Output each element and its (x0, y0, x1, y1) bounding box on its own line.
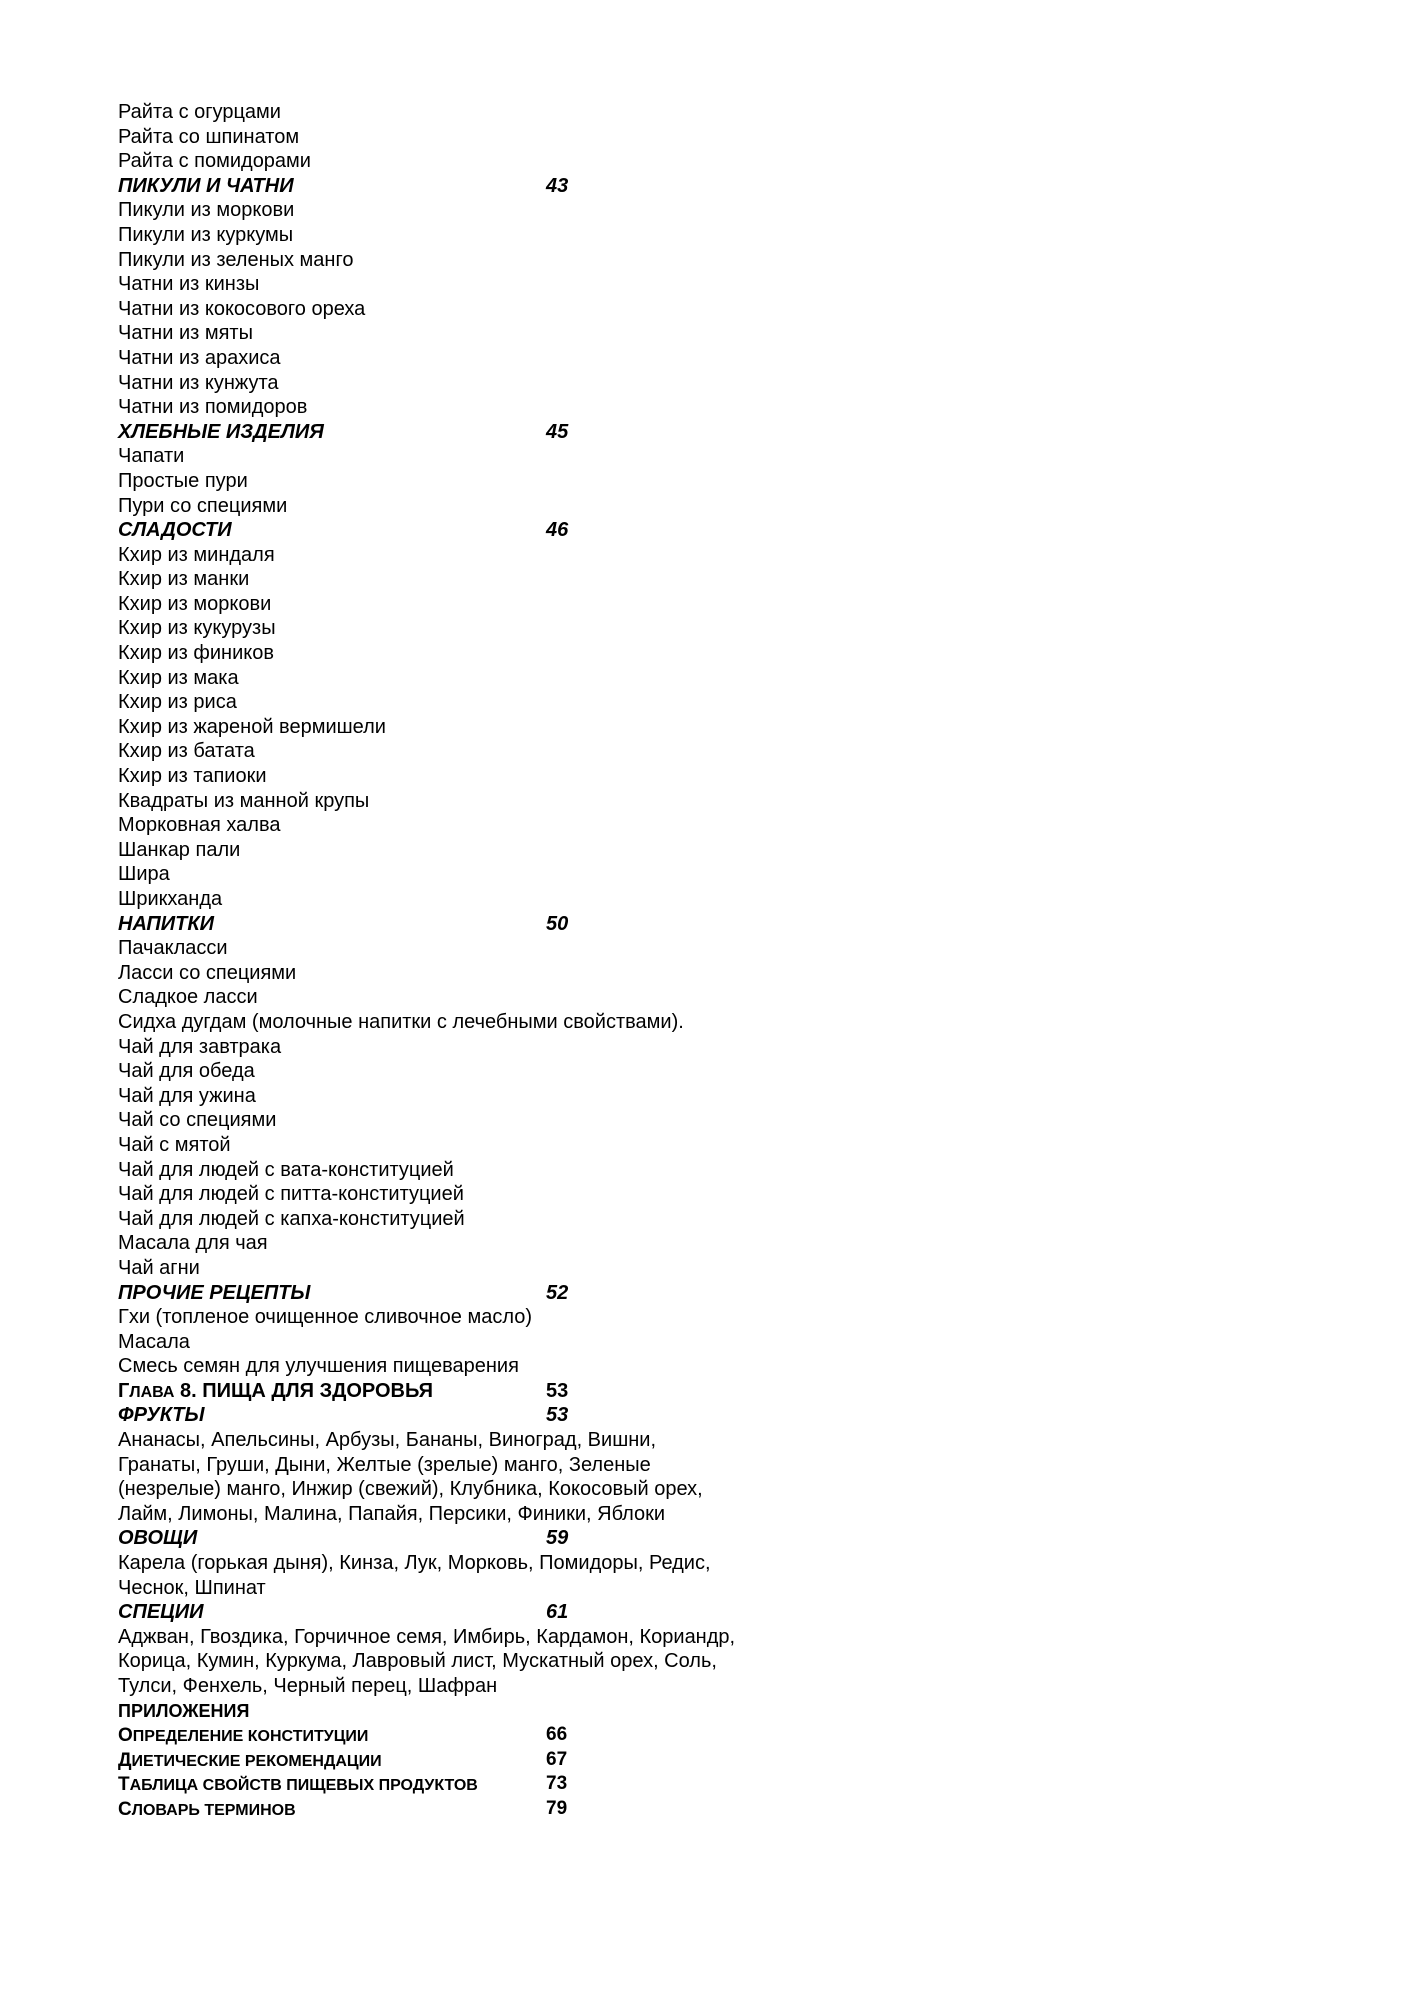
sweets-list (118, 543, 758, 912)
toc-entry: Пикули из моркови (118, 199, 295, 222)
appendix-entry: ДИЕТИЧЕСКИЕ РЕКОМЕНДАЦИИ 67 (118, 1748, 568, 1771)
toc-entry: Пачакласси (118, 937, 228, 960)
page-number: 53 (546, 1379, 569, 1402)
appendix-title: ПРИЛОЖЕНИЯ (118, 1700, 250, 1721)
toc-entry: Райта с огурцами (118, 101, 281, 123)
section-heading-fruits (118, 1403, 758, 1428)
appendix-heading (118, 1699, 758, 1724)
appendix-entry: СЛОВАРЬ ТЕРМИНОВ 79 (118, 1797, 568, 1820)
toc-entry: Пикули из зеленых манго (118, 248, 354, 271)
toc-entry: Чай агни (118, 1256, 200, 1279)
toc-entry: Шира (118, 863, 170, 886)
toc-entry: Чай для людей с капха-конституцией (118, 1207, 465, 1230)
toc-entry: Кхир из кукурузы (118, 617, 276, 640)
pickles-list (118, 198, 758, 419)
toc-entry: Пикули из куркумы (118, 223, 294, 246)
page-number: 53 (546, 1404, 569, 1427)
toc-entry: Кхир из мака (118, 666, 239, 689)
section-title: ПИКУЛИ И ЧАТНИ (118, 174, 294, 197)
toc-entry: Кхир из риса (118, 691, 237, 714)
page-number: 45 (546, 420, 569, 443)
toc-entry: Простые пури (118, 469, 248, 492)
toc-entry: Чай для обеда (118, 1060, 255, 1083)
toc-entry: Райта со шпинатом (118, 125, 300, 148)
page-number: 52 (546, 1281, 569, 1304)
page-number: 67 (546, 1748, 568, 1770)
toc-entry: Чай со специями (118, 1109, 277, 1132)
section-title: ФРУКТЫ (118, 1404, 205, 1427)
toc-entry: Чапати (118, 445, 185, 468)
toc-entry: Райта с помидорами (118, 150, 311, 173)
chapter-title: ГЛАВА 8. ПИЩА ДЛЯ ЗДОРОВЬЯ (118, 1379, 433, 1402)
appendix-entry: ОПРЕДЕЛЕНИЕ КОНСТИТУЦИИ 66 (118, 1724, 568, 1747)
page-number: 79 (546, 1797, 568, 1819)
page-number: 59 (546, 1527, 569, 1550)
toc-entry: Масала для чая (118, 1232, 268, 1255)
section-title: ОВОЩИ (118, 1527, 198, 1550)
toc-entry: Чатни из кокосового ореха (118, 297, 366, 320)
page-number: 61 (546, 1601, 569, 1624)
toc-entry: Сидха дугдам (молочные напитки с лечебными свойствами). (118, 1010, 684, 1033)
raita-list (118, 100, 758, 174)
spices-paragraph: Аджван, Гвоздика, Горчичное семя, Имбирь, Кардамон, Кориандр, Корица, Кумин, Куркума, Лавровый лист, Мускатный орех, Соль, Тулси, Фенхель, Черный перец, Шафран (118, 1625, 736, 1697)
section-title: ХЛЕБНЫЕ ИЗДЕЛИЯ (118, 420, 324, 443)
appendix-list (118, 1723, 758, 1821)
toc-entry: Чатни из мяты (118, 322, 253, 345)
bread-list (118, 444, 758, 518)
toc-entry: Шанкар пали (118, 838, 241, 861)
toc-entry: Квадраты из манной крупы (118, 789, 370, 812)
chapter-heading (118, 1379, 758, 1404)
section-heading-drinks (118, 912, 758, 937)
page-number: 73 (546, 1773, 568, 1795)
page-number: 46 (546, 519, 569, 542)
section-title: НАПИТКИ (118, 912, 215, 935)
table-of-contents (118, 100, 758, 1822)
toc-entry: Ласси со специями (118, 961, 297, 984)
section-title: СЛАДОСТИ (118, 519, 232, 542)
vegetables-paragraph: Карела (горькая дыня), Кинза, Лук, Морковь, Помидоры, Редис, Чеснок, Шпинат (118, 1552, 711, 1599)
page-number: 43 (546, 174, 569, 197)
toc-entry: Масала (118, 1330, 190, 1353)
toc-entry: Кхир из батата (118, 740, 255, 763)
toc-entry: Чай для завтрака (118, 1035, 282, 1058)
toc-entry: Чатни из арахиса (118, 346, 281, 369)
toc-entry: Кхир из миндаля (118, 543, 275, 566)
toc-entry: Кхир из фиников (118, 642, 274, 665)
toc-entry: Чатни из помидоров (118, 396, 308, 419)
fruits-paragraph: Ананасы, Апельсины, Арбузы, Бананы, Виноград, Вишни, Гранаты, Груши, Дыни, Желтые (зрелые) манго, Зеленые (незрелые) манго, Инжир (свежий), Клубника, Кокосовый орех, Лайм, Лимоны, Малина, Папайя, Персики, Финики, Яблоки (118, 1429, 703, 1525)
page-number: 66 (546, 1724, 568, 1746)
section-heading-pickles (118, 174, 758, 199)
toc-entry: Кхир из моркови (118, 592, 272, 615)
section-heading-sweets (118, 518, 758, 543)
section-title: ПРОЧИЕ РЕЦЕПТЫ (118, 1281, 311, 1304)
drinks-list (118, 936, 758, 1280)
page-number: 50 (546, 912, 569, 935)
toc-entry: Гхи (топленое очищенное сливочное масло) (118, 1306, 533, 1329)
toc-entry: Смесь семян для улучшения пищеварения (118, 1355, 519, 1378)
toc-entry: Кхир из жареной вермишели (118, 715, 386, 738)
toc-entry: Кхир из манки (118, 568, 250, 591)
toc-entry: Шрикханда (118, 888, 223, 910)
toc-entry: Морковная халва (118, 814, 281, 837)
toc-entry: Чай для людей с питта-конституцией (118, 1183, 464, 1206)
section-heading-other (118, 1281, 758, 1306)
toc-entry: Кхир из тапиоки (118, 765, 267, 788)
section-heading-spices (118, 1600, 758, 1625)
toc-entry: Чай для ужина (118, 1084, 256, 1107)
toc-entry: Чатни из кинзы (118, 273, 260, 296)
toc-entry: Чатни из кунжута (118, 371, 279, 394)
toc-entry: Сладкое ласси (118, 986, 258, 1009)
toc-entry: Чай для людей с вата-конституцией (118, 1158, 454, 1181)
other-list (118, 1305, 758, 1379)
section-title: СПЕЦИИ (118, 1601, 204, 1624)
section-heading-bread (118, 420, 758, 445)
appendix-entry: ТАБЛИЦА СВОЙСТВ ПИЩЕВЫХ ПРОДУКТОВ 73 (118, 1773, 568, 1796)
toc-entry: Пури со специями (118, 494, 288, 517)
section-heading-vegetables (118, 1526, 758, 1551)
toc-entry: Чай с мятой (118, 1133, 231, 1156)
